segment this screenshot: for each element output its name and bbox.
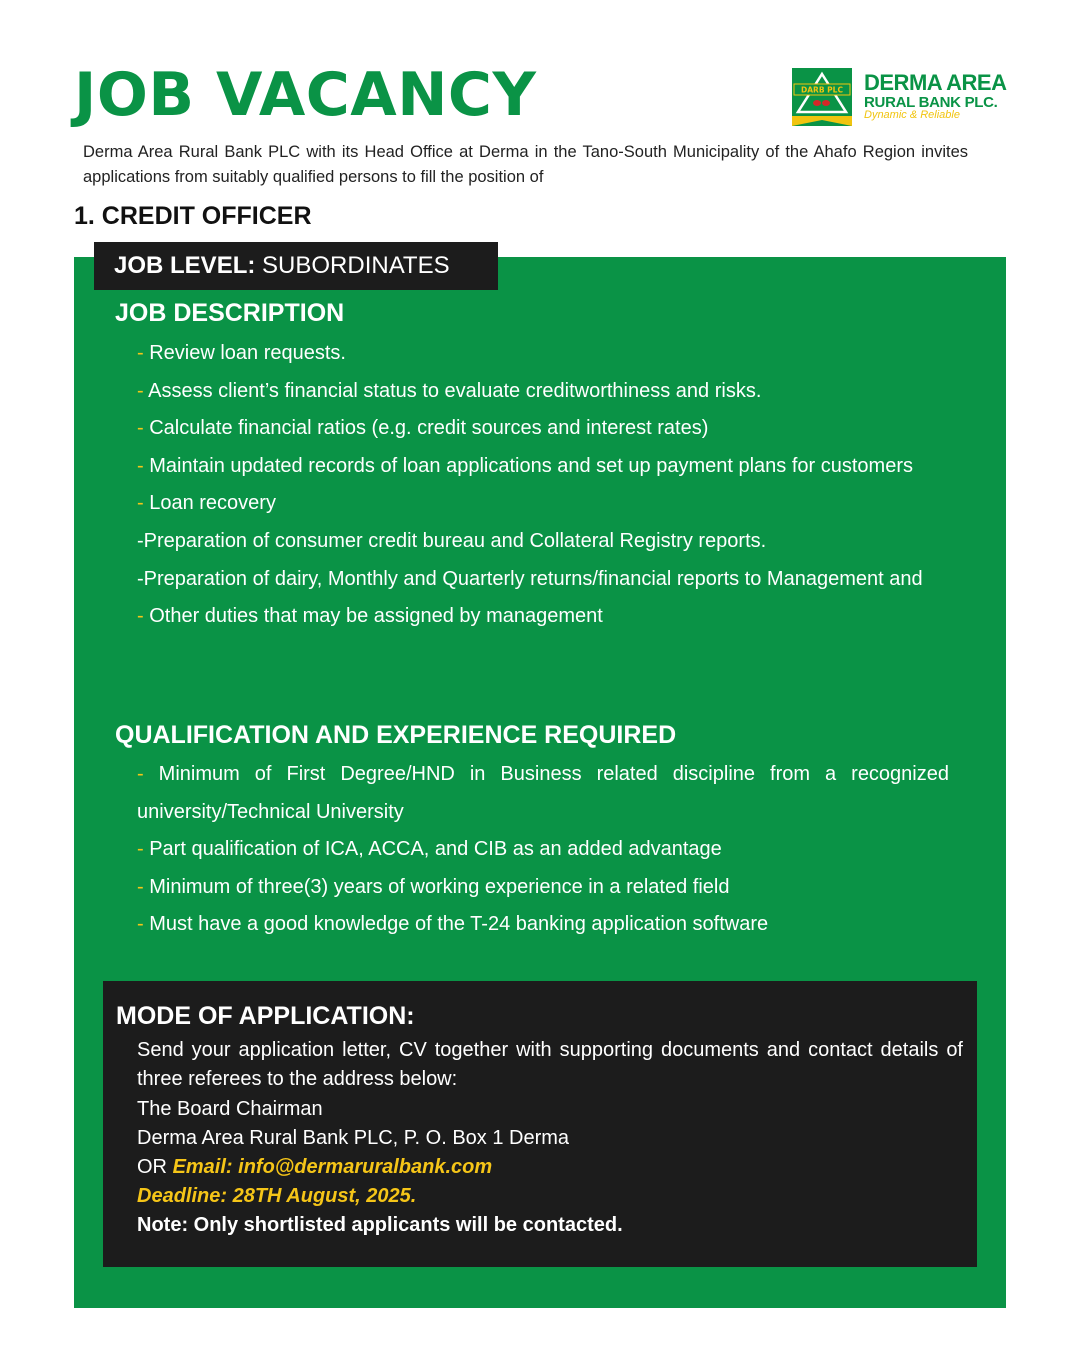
- deadline-line: [137, 1182, 963, 1211]
- list-item: - Part qualification of ICA, ACCA, and CIB as an added advantage: [137, 838, 722, 861]
- logo-name-line2: RURAL BANK PLC.: [864, 94, 998, 111]
- application-heading: MODE OF APPLICATION:: [116, 1002, 415, 1030]
- list-item: - Minimum of three(3) years of working experience in a related field: [137, 875, 730, 898]
- qualifications-list: [137, 756, 949, 944]
- application-addressee: The Board Chairman: [137, 1098, 323, 1120]
- position-title: 1. CREDIT OFFICER: [74, 202, 312, 230]
- or-label: OR: [137, 1156, 173, 1178]
- application-address: Derma Area Rural Bank PLC, P. O. Box 1 Derma: [137, 1127, 570, 1149]
- application-instructions: Send your application letter, CV together with supporting documents and contact details of three referees to the address below:: [137, 1039, 963, 1090]
- job-level-label: JOB LEVEL:: [114, 252, 256, 279]
- list-item: - Loan recovery: [137, 492, 276, 515]
- page-title: JOB VACANCY: [74, 60, 537, 130]
- bank-logo: [792, 68, 1007, 126]
- qualifications-heading: QUALIFICATION AND EXPERIENCE REQUIRED: [115, 721, 677, 749]
- application-email-line: [137, 1153, 963, 1182]
- job-level-value: SUBORDINATES: [255, 252, 450, 279]
- list-item: -Preparation of consumer credit bureau and Collateral Registry reports.: [137, 529, 767, 552]
- job-description-heading: JOB DESCRIPTION: [115, 299, 345, 327]
- job-level-bar: [94, 242, 498, 290]
- job-description-list: [137, 335, 949, 636]
- list-item: - Must have a good knowledge of the T-24 banking application software: [137, 913, 769, 936]
- logo-badge-text: DARB PLC: [801, 85, 843, 95]
- intro-paragraph: Derma Area Rural Bank PLC with its Head Office at Derma in the Tano-South Municipality of the Ahafo Region invites applications from suitably qualified persons to fill the position of: [83, 143, 968, 186]
- logo-emblem-icon: [792, 68, 852, 126]
- list-item: -Preparation of dairy, Monthly and Quarterly returns/financial reports to Management and: [137, 567, 923, 590]
- logo-name-line1: DERMA AREA: [864, 70, 1007, 95]
- list-item: - Assess client’s financial status to evaluate creditworthiness and risks.: [137, 379, 762, 402]
- email-link[interactable]: Email: info@dermaruralbank.com: [172, 1156, 493, 1178]
- list-item: - Other duties that may be assigned by management: [137, 605, 603, 628]
- list-item: - Review loan requests.: [137, 342, 346, 364]
- list-item: - Maintain updated records of loan applications and set up payment plans for customers: [137, 454, 913, 477]
- shortlist-note: Note: Only shortlisted applicants will be contacted.: [137, 1214, 623, 1236]
- deadline: Deadline: 28TH August, 2025.: [137, 1185, 417, 1207]
- list-item: - Minimum of First Degree/HND in Business related discipline from a recognized university/Technical University: [137, 763, 949, 823]
- list-item: - Calculate financial ratios (e.g. credit sources and interest rates): [137, 417, 709, 440]
- logo-tagline: Dynamic & Reliable: [864, 109, 960, 121]
